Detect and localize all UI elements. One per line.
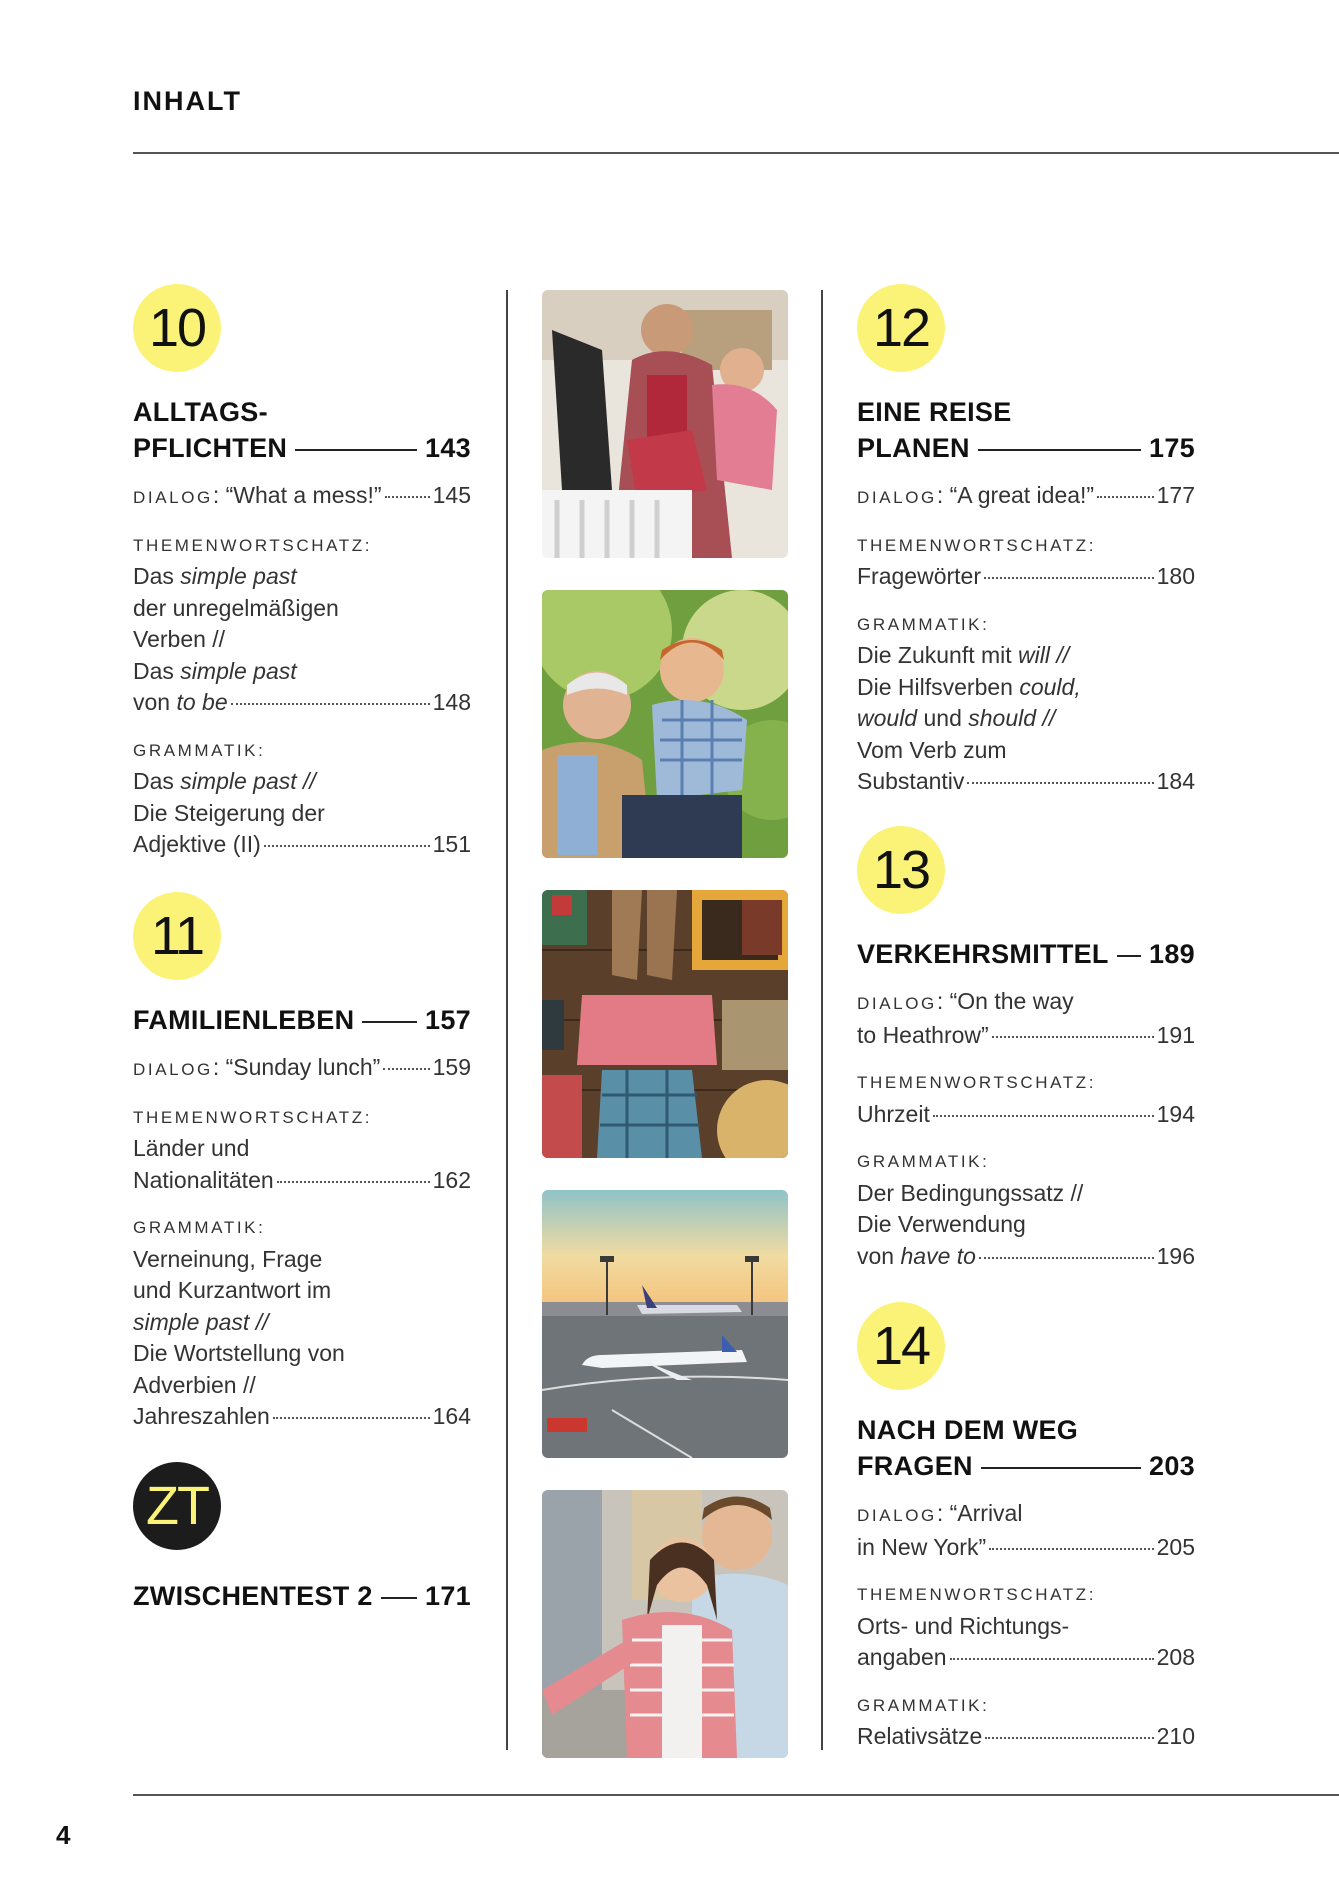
- dialog-entry[interactable]: DIALOG: “Sunday lunch” 159: [133, 1054, 471, 1080]
- column-divider-left: [506, 290, 508, 1750]
- dialog-entry[interactable]: DIALOG: “A great idea!” 177: [857, 482, 1195, 508]
- column-divider-right: [821, 290, 823, 1750]
- photo-airport: [542, 1190, 788, 1458]
- grammar-entry[interactable]: GRAMMATIK: Verneinung, Frage und Kurzantwort im simple past // Die Wortstellung von Adverbien // Jahreszahlen 164: [133, 1218, 471, 1429]
- page-title: INHALT: [133, 86, 242, 116]
- unit-title: FAMILIENLEBEN 157: [133, 1002, 471, 1038]
- unit-11[interactable]: [133, 892, 471, 1433]
- header-divider: [133, 152, 1339, 154]
- unit-page: 189: [1149, 939, 1195, 969]
- unit-14[interactable]: [857, 1302, 1195, 1753]
- vocab-entry[interactable]: THEMENWORTSCHATZ: Uhrzeit 194: [857, 1073, 1195, 1127]
- page-number: 4: [56, 1820, 71, 1850]
- unit-number-badge: 13: [857, 826, 945, 914]
- photo-father-laundry: [542, 290, 788, 558]
- unit-title: EINE REISE PLANEN 175: [857, 394, 1195, 466]
- unit-page: 171: [425, 1581, 471, 1611]
- unit-page: 143: [425, 433, 471, 463]
- vocab-entry[interactable]: THEMENWORTSCHATZ: Das simple past der unregelmäßigen Verben // Das simple past von to be 148: [133, 535, 471, 715]
- grammar-entry[interactable]: GRAMMATIK: Relativsätze 210: [857, 1695, 1195, 1749]
- vocab-entry[interactable]: THEMENWORTSCHATZ: Orts- und Richtungs- angaben 208: [857, 1585, 1195, 1670]
- unit-12[interactable]: [857, 284, 1195, 798]
- photo-grandfather-boy: [542, 590, 788, 858]
- unit-title: ALLTAGS- PFLICHTEN 143: [133, 394, 471, 466]
- unit-page: 175: [1149, 433, 1195, 463]
- unit-number-badge: 12: [857, 284, 945, 372]
- grammar-entry[interactable]: GRAMMATIK: Das simple past // Die Steigerung der Adjektive (II) 151: [133, 740, 471, 857]
- dialog-entry[interactable]: DIALOG: “Arrival in New York” 205: [857, 1500, 1195, 1560]
- vocab-entry[interactable]: THEMENWORTSCHATZ: Länder und Nationalitäten 162: [133, 1107, 471, 1193]
- dialog-entry[interactable]: DIALOG: “What a mess!” 145: [133, 482, 471, 508]
- vocab-entry[interactable]: THEMENWORTSCHATZ: Fragewörter 180: [857, 535, 1195, 589]
- zt-badge: ZT: [133, 1462, 221, 1550]
- grammar-entry[interactable]: GRAMMATIK: Die Zukunft mit will // Die Hilfsverben could, would und should // Vom Verb zum Substantiv 184: [857, 614, 1195, 794]
- unit-number-badge: 11: [133, 892, 221, 980]
- unit-10[interactable]: [133, 284, 471, 861]
- unit-page: 203: [1149, 1451, 1195, 1481]
- unit-title: NACH DEM WEG FRAGEN 203: [857, 1412, 1195, 1484]
- unit-13[interactable]: [857, 826, 1195, 1272]
- unit-number-badge: 14: [857, 1302, 945, 1390]
- dialog-entry[interactable]: DIALOG: “On the way to Heathrow” 191: [857, 988, 1195, 1048]
- photo-couple-city: [542, 1490, 788, 1758]
- unit-page: 157: [425, 1005, 471, 1035]
- unit-number-badge: 10: [133, 284, 221, 372]
- unit-title: ZWISCHENTEST 2 171: [133, 1578, 471, 1614]
- photo-packed-clothes: [542, 890, 788, 1158]
- footer-divider: [133, 1794, 1339, 1796]
- unit-title: VERKEHRSMITTEL 189: [857, 936, 1195, 972]
- zwischentest[interactable]: [133, 1462, 471, 1614]
- grammar-entry[interactable]: GRAMMATIK: Der Bedingungssatz // Die Verwendung von have to 196: [857, 1152, 1195, 1269]
